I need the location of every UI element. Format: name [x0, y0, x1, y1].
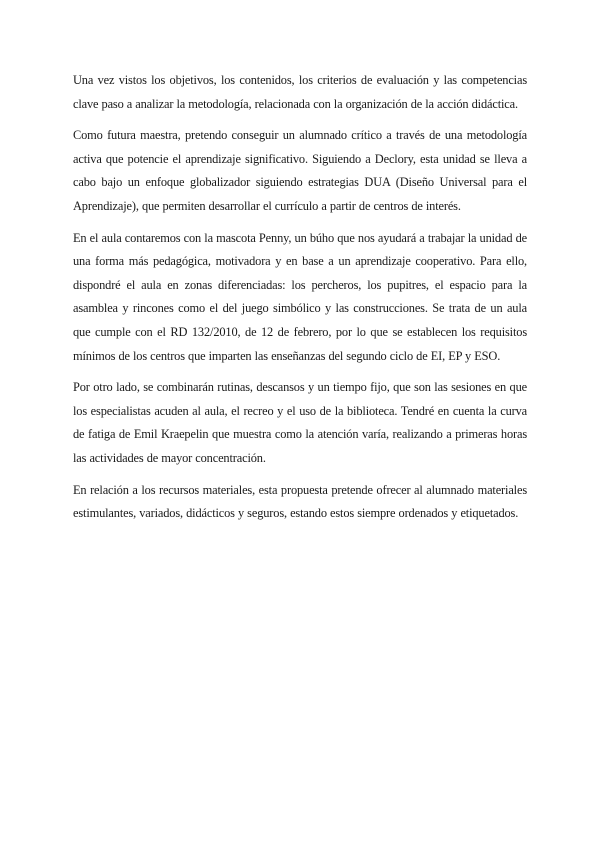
paragraph-methodology-intro: Una vez vistos los objetivos, los contenidos, los criterios de evaluación y las competencias clave paso a analizar la metodología, relacionada con la organización de la acción didáctica. — [73, 73, 527, 111]
document-body — [73, 69, 527, 534]
paragraph-active-methodology: Como futura maestra, pretendo conseguir un alumnado crítico a través de una metodología activa que potencie el aprendizaje significativo. Siguiendo a Declory, esta unidad se lleva a cabo bajo un enfoque globalizador siguiendo estrategias DUA (Diseño Universal para el Aprendizaje), que permiten desarrollar el currículo a partir de centros de interés. — [73, 128, 527, 213]
paragraph-material-resources: En relación a los recursos materiales, esta propuesta pretende ofrecer al alumnado materiales estimulantes, variados, didácticos y seguros, estando estos siempre ordenados y etiquetados. — [73, 482, 527, 521]
paragraph-classroom-organization: En el aula contaremos con la mascota Penny, un búho que nos ayudará a trabajar la unidad de una forma más pedagógica, motivadora y en base a un aprendizaje cooperativo. Para ello, dispondré el aula en zonas diferenciadas: los percheros, los pupitres, el espacio para la asamblea y rincones como el del juego simbólico y las construcciones. Se trata de un aula que cumple con el RD 132/2010, de 12 de febrero, por lo que se establecen los requisitos mínimos de los centros que imparten las enseñanzas del segundo ciclo de EI, EP y ESO. — [73, 230, 527, 363]
paragraph-routines-schedule: Por otro lado, se combinarán rutinas, descansos y un tiempo fijo, que son las sesiones en que los especialistas acuden al aula, el recreo y el uso de la biblioteca. Tendré en cuenta la curva de fatiga de Emil Kraepelin que muestra como la atención varía, realizando a primeras horas las actividades de mayor concentración. — [73, 380, 527, 465]
